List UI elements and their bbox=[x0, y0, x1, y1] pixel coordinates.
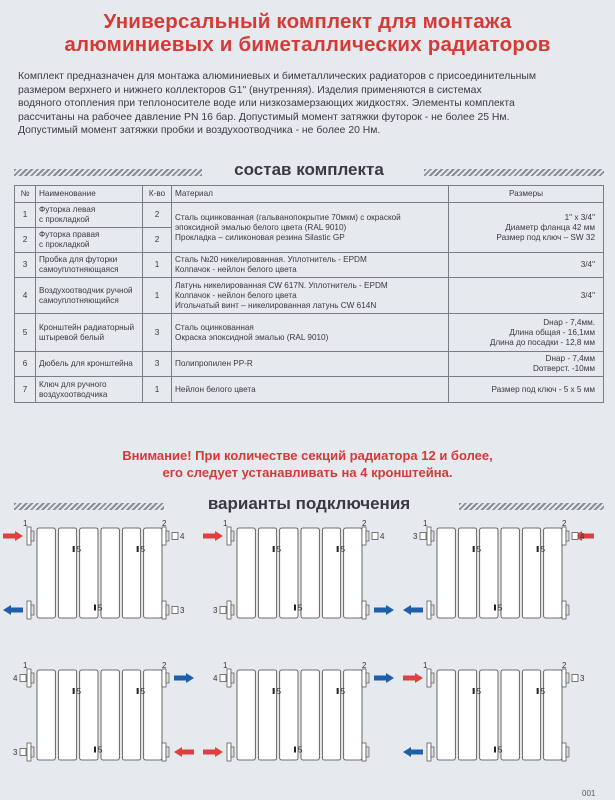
fitting-top-right-nut bbox=[366, 531, 369, 541]
label-5: 5 bbox=[498, 745, 503, 755]
label-1: 1 bbox=[23, 519, 28, 528]
size-line: Длина общая - 16,1мм bbox=[509, 327, 595, 337]
cell-sizes: Размер под ключ - 5 х 5 мм bbox=[449, 377, 604, 403]
label-2: 2 bbox=[162, 519, 167, 528]
fitting-top-right-nut bbox=[566, 531, 569, 541]
radiator-section bbox=[58, 528, 76, 618]
bracket-mark bbox=[337, 546, 339, 552]
radiator-section bbox=[522, 528, 540, 618]
plug-icon bbox=[220, 607, 226, 614]
cell-qty: 1 bbox=[143, 377, 172, 403]
label-5: 5 bbox=[498, 603, 503, 613]
label-5: 5 bbox=[340, 545, 346, 554]
cold-arrow bbox=[403, 605, 423, 615]
radiator-section bbox=[37, 670, 55, 760]
label-1: 1 bbox=[423, 661, 428, 670]
hot-arrow bbox=[174, 747, 194, 757]
label-2: 2 bbox=[162, 661, 167, 670]
fitting-top-right bbox=[362, 527, 366, 545]
name-line: Кронштейн радиаторный bbox=[39, 322, 135, 332]
radiator-section bbox=[122, 528, 140, 618]
cell-sizes: 3/4" bbox=[449, 278, 604, 314]
fitting-bottom-left bbox=[27, 601, 31, 619]
fitting-top-left bbox=[427, 527, 431, 545]
diagram-6 bbox=[403, 661, 585, 761]
bracket-mark bbox=[494, 747, 496, 753]
radiator-section bbox=[144, 670, 162, 760]
size-line: Длина до посадки - 12,8 мм bbox=[489, 337, 595, 347]
cell-qty: 3 bbox=[143, 314, 172, 352]
fitting-bottom-right-nut bbox=[166, 605, 169, 615]
title-line-2: алюминиевых и биметаллических радиаторов bbox=[64, 33, 551, 56]
fitting-top-left-nut bbox=[31, 673, 34, 683]
col-header-number: № bbox=[15, 186, 36, 203]
plug-icon bbox=[420, 533, 426, 540]
radiator-section bbox=[101, 670, 119, 760]
fitting-top-left bbox=[227, 669, 231, 687]
cell-qty: 1 bbox=[143, 253, 172, 278]
bracket-mark bbox=[273, 688, 275, 694]
fitting-top-left-nut bbox=[431, 673, 434, 683]
warning-line-2: его следует устанавливать на 4 кронштейна. bbox=[162, 465, 453, 480]
fitting-bottom-right-nut bbox=[566, 605, 569, 615]
label-5: 5 bbox=[298, 603, 303, 613]
label-5: 5 bbox=[540, 545, 546, 554]
title-line-1: Универсальный комплект для монтажа bbox=[103, 10, 512, 33]
label-4: 4 bbox=[213, 674, 218, 683]
hot-arrow bbox=[403, 673, 423, 683]
label-5: 5 bbox=[98, 745, 103, 755]
size-line: Диаметр фланца 42 мм bbox=[505, 222, 595, 232]
hot-arrow bbox=[203, 747, 223, 757]
radiator-section bbox=[322, 670, 340, 760]
radiator-section bbox=[37, 528, 55, 618]
cell-sizes: 3/4" bbox=[449, 253, 604, 278]
label-5: 5 bbox=[140, 687, 146, 696]
radiator-section bbox=[344, 670, 362, 760]
fitting-top-left-nut bbox=[31, 531, 34, 541]
bracket-mark bbox=[137, 688, 139, 694]
label-5: 5 bbox=[298, 745, 303, 755]
fitting-bottom-right bbox=[362, 601, 366, 619]
cell-number: 2 bbox=[15, 228, 36, 253]
bracket-mark bbox=[137, 546, 139, 552]
page-number: 001 bbox=[582, 789, 596, 798]
radiator-section bbox=[544, 528, 562, 618]
fitting-bottom-left bbox=[27, 743, 31, 761]
fitting-top-left-nut bbox=[231, 531, 234, 541]
label-5: 5 bbox=[476, 687, 482, 696]
fitting-top-left bbox=[27, 527, 31, 545]
plug-icon bbox=[20, 749, 26, 756]
bracket-mark bbox=[337, 688, 339, 694]
col-header-name: Наименование bbox=[36, 186, 143, 203]
fitting-bottom-left-nut bbox=[231, 605, 234, 615]
bracket-mark bbox=[473, 546, 475, 552]
radiator-section bbox=[144, 528, 162, 618]
hot-arrow bbox=[3, 531, 23, 541]
fitting-top-right bbox=[162, 669, 166, 687]
radiator-section bbox=[458, 528, 476, 618]
label-5: 5 bbox=[140, 545, 146, 554]
radiator-section bbox=[437, 670, 455, 760]
label-1: 1 bbox=[223, 661, 228, 670]
section-title-kit: состав комплекта bbox=[234, 160, 384, 179]
col-header-qty: К-во bbox=[143, 186, 172, 203]
label-3: 3 bbox=[413, 532, 418, 541]
intro-line: Комплект предназначен для монтажа алюминиевых и биметаллических радиаторов с присоединительным bbox=[18, 71, 537, 82]
bracket-mark bbox=[73, 688, 75, 694]
label-4: 4 bbox=[580, 532, 585, 541]
label-1: 1 bbox=[23, 661, 28, 670]
radiator-section bbox=[544, 670, 562, 760]
radiator-section bbox=[101, 528, 119, 618]
material-line: Игольчатый винт – никелированная латунь CW 614N bbox=[175, 300, 377, 310]
label-4: 4 bbox=[180, 532, 185, 541]
radiator-section bbox=[437, 528, 455, 618]
intro-line: рассчитаны на рабочее давление PN 16 бар. Допустимый момент затяжки футорок - не более 25 Нм. bbox=[18, 111, 510, 123]
label-3: 3 bbox=[180, 606, 185, 615]
fitting-bottom-left bbox=[427, 601, 431, 619]
radiator-section bbox=[301, 670, 319, 760]
radiator-section bbox=[301, 528, 319, 618]
label-3: 3 bbox=[213, 606, 218, 615]
diagram-5 bbox=[203, 661, 394, 761]
radiator-section bbox=[237, 670, 255, 760]
fitting-top-right-nut bbox=[166, 673, 169, 683]
plug-icon bbox=[20, 675, 26, 682]
fitting-bottom-left-nut bbox=[231, 747, 234, 757]
fitting-top-right-nut bbox=[366, 673, 369, 683]
fitting-top-left bbox=[227, 527, 231, 545]
fitting-bottom-right-nut bbox=[566, 747, 569, 757]
label-5: 5 bbox=[98, 603, 103, 613]
plug-icon bbox=[572, 675, 578, 682]
material-line: Прокладка – силиконовая резина Silastic GP bbox=[175, 232, 345, 242]
plug-icon bbox=[220, 675, 226, 682]
fitting-bottom-left-nut bbox=[31, 747, 34, 757]
intro-line: водяного отопления при теплоносителе воде или низкозамерзающих жидкостях. Элементы комплекта bbox=[18, 98, 515, 110]
cell-number: 5 bbox=[15, 314, 36, 352]
material-line: Латунь никелированная CW 617N. Уплотнитель - EPDM bbox=[175, 280, 388, 290]
fitting-bottom-left-nut bbox=[431, 605, 434, 615]
label-5: 5 bbox=[340, 687, 346, 696]
radiator-section bbox=[237, 528, 255, 618]
diagram-4 bbox=[13, 661, 194, 761]
name-line: самоуплотняющийся bbox=[39, 295, 119, 305]
radiator-section bbox=[122, 670, 140, 760]
bracket-mark bbox=[473, 688, 475, 694]
bracket-mark bbox=[537, 546, 539, 552]
label-2: 2 bbox=[362, 519, 367, 528]
bracket-mark bbox=[494, 605, 496, 611]
label-5: 5 bbox=[476, 545, 482, 554]
size-line: Dнар - 7,4мм bbox=[545, 354, 595, 363]
col-header-material: Материал bbox=[172, 186, 449, 203]
fitting-bottom-right bbox=[562, 743, 566, 761]
label-4: 4 bbox=[380, 532, 385, 541]
radiator-section bbox=[258, 528, 276, 618]
radiator-section bbox=[522, 670, 540, 760]
radiator-section bbox=[344, 528, 362, 618]
material-line: Колпачок - нейлон белого цвета bbox=[175, 290, 297, 300]
cell-qty: 2 bbox=[143, 228, 172, 253]
label-4: 4 bbox=[13, 674, 18, 683]
cold-arrow bbox=[174, 673, 194, 683]
diagram-2 bbox=[203, 519, 394, 619]
cold-arrow bbox=[403, 747, 423, 757]
cold-arrow bbox=[3, 605, 23, 615]
warning-line-1: Внимание! При количестве секций радиатора 12 и более, bbox=[122, 448, 493, 463]
cell-number: 3 bbox=[15, 253, 36, 278]
label-5: 5 bbox=[276, 545, 282, 554]
cell-name: Дюбель для кронштейна bbox=[36, 352, 143, 377]
cell-qty: 2 bbox=[143, 203, 172, 228]
name-line: Футорка правая bbox=[39, 230, 100, 239]
name-line: Пробка для футорки bbox=[39, 255, 118, 264]
fitting-bottom-left bbox=[427, 743, 431, 761]
bracket-mark bbox=[294, 605, 296, 611]
label-1: 1 bbox=[423, 519, 428, 528]
fitting-top-right-nut bbox=[566, 673, 569, 683]
bracket-mark bbox=[294, 747, 296, 753]
fitting-bottom-left-nut bbox=[431, 747, 434, 757]
name-line: с прокладкой bbox=[39, 240, 90, 249]
material-line: Колпачок - нейлон белого цвета bbox=[175, 265, 297, 274]
bracket-mark bbox=[94, 747, 96, 753]
size-line: Dотверст. -10мм bbox=[533, 364, 595, 373]
size-line: 1" x 3/4" bbox=[564, 212, 595, 222]
material-line: Сталь оцинкованная (гальванопокрытие 70мкм) с окраской bbox=[175, 212, 401, 222]
fitting-bottom-left-nut bbox=[31, 605, 34, 615]
label-2: 2 bbox=[562, 519, 567, 528]
name-line: самоуплотняющаяся bbox=[39, 265, 119, 274]
cell-number: 1 bbox=[15, 203, 36, 228]
diagram-1 bbox=[3, 519, 185, 619]
fitting-top-right bbox=[362, 669, 366, 687]
intro-line: Допустимый момент затяжки пробки и воздухоотводчика - не более 20 Нм. bbox=[18, 125, 381, 137]
radiator-section bbox=[322, 528, 340, 618]
name-line: воздухоотводчика bbox=[39, 389, 108, 399]
fitting-bottom-right-nut bbox=[366, 747, 369, 757]
radiator-section bbox=[258, 670, 276, 760]
diagram-3 bbox=[403, 519, 594, 619]
material-line: Окраска эпоксидной эмалью (RAL 9010) bbox=[175, 332, 329, 342]
cell-qty: 1 bbox=[143, 278, 172, 314]
label-5: 5 bbox=[540, 687, 546, 696]
fitting-bottom-left bbox=[227, 601, 231, 619]
size-line: Размер под ключ – SW 32 bbox=[496, 232, 595, 242]
cell-material: Нейлон белого цвета bbox=[172, 377, 449, 403]
label-5: 5 bbox=[76, 545, 82, 554]
name-line: Ключ для ручного bbox=[39, 379, 107, 389]
plug-icon bbox=[172, 533, 178, 540]
fitting-top-left-nut bbox=[431, 531, 434, 541]
fitting-bottom-left bbox=[227, 743, 231, 761]
fitting-bottom-right-nut bbox=[166, 747, 169, 757]
plug-icon bbox=[372, 533, 378, 540]
fitting-bottom-right bbox=[362, 743, 366, 761]
section-title-connections: варианты подключения bbox=[207, 494, 411, 513]
intro-line: размером верхнего и нижнего коллекторов G1" (внутренняя). Изделия применяются в системах bbox=[18, 84, 482, 96]
fitting-top-right-nut bbox=[166, 531, 169, 541]
fitting-top-left bbox=[427, 669, 431, 687]
material-line: Сталь оцинкованная bbox=[175, 322, 254, 332]
fitting-bottom-right bbox=[562, 601, 566, 619]
name-line: штыревой белый bbox=[39, 332, 105, 342]
bracket-mark bbox=[273, 546, 275, 552]
label-3: 3 bbox=[580, 674, 585, 683]
fitting-top-left bbox=[27, 669, 31, 687]
plug-icon bbox=[172, 607, 178, 614]
cell-number: 6 bbox=[15, 352, 36, 377]
label-2: 2 bbox=[362, 661, 367, 670]
name-line: Футорка левая bbox=[39, 205, 96, 214]
size-line: Dнар - 7,4мм. bbox=[543, 317, 595, 327]
bracket-mark bbox=[537, 688, 539, 694]
label-5: 5 bbox=[276, 687, 282, 696]
fitting-top-right bbox=[562, 527, 566, 545]
bracket-mark bbox=[94, 605, 96, 611]
fitting-top-left-nut bbox=[231, 673, 234, 683]
label-3: 3 bbox=[13, 748, 18, 757]
radiator-section bbox=[501, 528, 519, 618]
fitting-bottom-right bbox=[162, 601, 166, 619]
fitting-top-right bbox=[162, 527, 166, 545]
name-line: Воздухоотводчик ручной bbox=[39, 285, 133, 295]
material-line: Сталь №20 никелированная. Уплотнитель - EPDM bbox=[175, 255, 367, 264]
fitting-bottom-right-nut bbox=[366, 605, 369, 615]
cell-number: 7 bbox=[15, 377, 36, 403]
hot-arrow bbox=[203, 531, 223, 541]
cold-arrow bbox=[374, 605, 394, 615]
radiator-section bbox=[58, 670, 76, 760]
radiator-section bbox=[458, 670, 476, 760]
col-header-sizes: Размеры bbox=[449, 186, 604, 203]
name-line: с прокладкой bbox=[39, 215, 90, 224]
material-line: эпоксидной эмалью белого цвета (RAL 9010) bbox=[175, 222, 347, 232]
cold-arrow bbox=[374, 673, 394, 683]
fitting-bottom-right bbox=[162, 743, 166, 761]
label-2: 2 bbox=[562, 661, 567, 670]
radiator-section bbox=[501, 670, 519, 760]
cell-number: 4 bbox=[15, 278, 36, 314]
cell-material: Полипропилен PP-R bbox=[172, 352, 449, 377]
bracket-mark bbox=[73, 546, 75, 552]
plug-icon bbox=[572, 533, 578, 540]
cell-qty: 3 bbox=[143, 352, 172, 377]
fitting-top-right bbox=[562, 669, 566, 687]
label-5: 5 bbox=[76, 687, 82, 696]
label-1: 1 bbox=[223, 519, 228, 528]
